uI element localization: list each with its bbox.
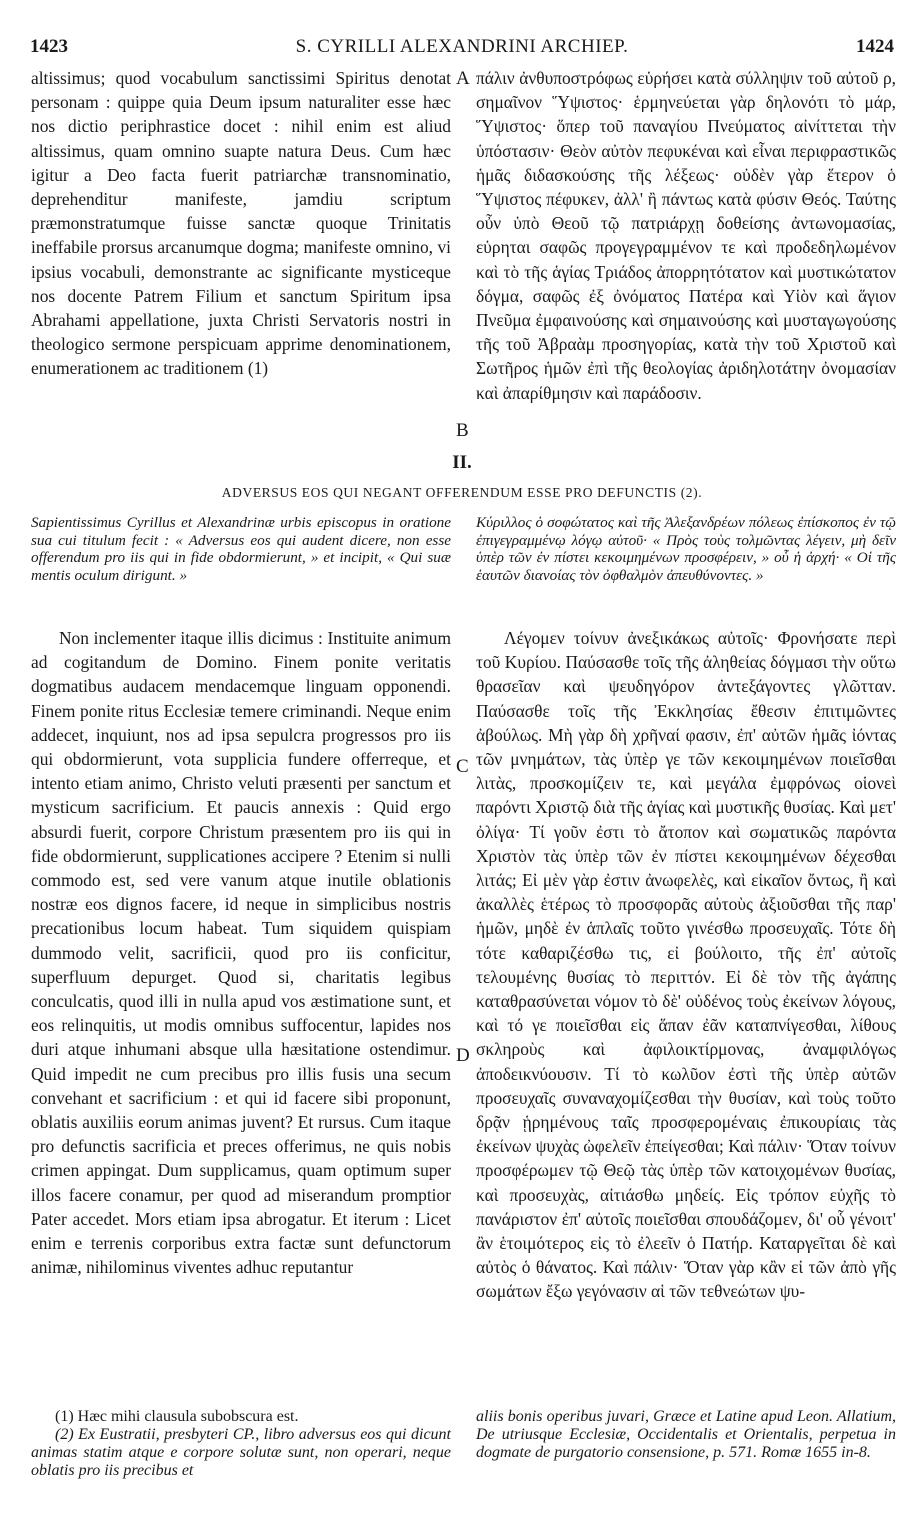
latin-column-part2 <box>31 626 451 1279</box>
margin-letter-c: C <box>456 756 469 777</box>
footnote-2: (2) Ex Eustratii, presbyteri CP., libro adversus eos qui dicunt animas statim atque e corpore solutæ sunt, non operari, neque oblatis pro iis precibus et <box>31 1426 451 1479</box>
page-number-left: 1423 <box>30 36 68 57</box>
greek-abstract: Κύριλλος ὁ σοφώτατος καὶ τῆς Ἀλεξανδρέων πόλεως ἐπίσκοπος ἐν τῷ ἐπιγεγραμμένῳ λόγῳ αὐτοῦ· « Πρὸς τοὺς τολμῶντας λέγειν, μὴ δεῖν ὑπὲρ τῶν ἐν πίστει κεκοιμημένων προσφέρειν, » οὗ ἡ ἀρχή· « Οἱ τῆς ἑαυτῶν διανοίας τὸν ὀφθαλμὸν ἀπευθύνοντες. » <box>476 514 896 584</box>
footnote-2-continued: aliis bonis operibus juvari, Græce et Latine apud Leon. Allatium, De utriusque Ecclesiæ, Occidentalis et Orientalis, perpetua in dogmate de purgatorio consensione, p. 571. Romæ 1655 in-8. <box>476 1408 896 1461</box>
latin-abstract: Sapientissimus Cyrillus et Alexandrinæ urbis episcopus in oratione sua cui titulum fecit : « Adversus eos qui audent dicere, non esse offerendum pro iis qui in fide obdormierunt, » et incipit, « Qui suæ mentis oculum dirigunt. » <box>31 514 451 584</box>
running-title: S. CYRILLI ALEXANDRINI ARCHIEP. <box>295 36 629 57</box>
section-number: II. <box>452 452 472 473</box>
margin-letter-a: A <box>456 68 470 89</box>
footnotes-left <box>31 1408 451 1480</box>
greek-paragraph: πάλιν ἀνθυποστρόφως εὑρήσει κατὰ σύλληψιν τοῦ αὐτοῦ ρ, σημαῖνον Ὕψιστος· ἑρμηνεύεται γὰρ δηλονότι τὸ μάρ, Ὕψιστος· ὅπερ τοῦ παναγίου Πνεύματος αἰνίττεται τὴν ὑπόστασιν· Θεὸν αὐτὸν πεφυκέναι καὶ εἶναι περιφραστικῶς ἡμᾶς διδασκούσης τῆς λέξεως· οὐδὲν γὰρ ἕτερον ὁ Ὕψιστος πέφυκεν, ἀλλ' ἢ πάντως κατὰ φύσιν Θεός. Ταύτης οὖν ὑπὸ Θεοῦ τῷ πατριάρχῃ δοθείσης ἀντωνομασίας, εὑρηται σαφῶς προγεγραμμένον τε καὶ προδεδηλωμένον καὶ τὸ τῆς ἁγίας Τριάδος ἀπορρητότατον καὶ μυστικώτατον δόγμα, σαφῶς ἐξ ὀνόματος Πατέρα καὶ Υἱὸν καὶ ἅγιον Πνεῦμα ἐμφαινούσης καὶ σημαινούσης καὶ μυσταγωγούσης τῆς τοῦ Ἀβραὰμ προσηγορίας, κατὰ τὴν τοῦ Χριστοῦ καὶ Σωτῆρος ἡμῶν ἐπὶ τῆς θεολογίας ἀριδηλοτάτην ὀνομασίαν καὶ ἀπαρίθμησιν καὶ παράδοσιν. <box>476 68 896 403</box>
greek-paragraph: Λέγομεν τοίνυν ἀνεξικάκως αὐτοῖς· Φρονήσατε περὶ τοῦ Κυρίου. Παύσασθε τοῖς τῆς ἀληθείας δόγμασι τὴν οὕτω θρασεῖαν καὶ ψευδηγόρον ἀντεξάγοντες γλῶτταν. Παύσασθε τοῖς τῆς Ἐκκλησίας ἔθεσιν ἐπιτιμῶντες ἀβούλως. Μὴ γὰρ δὴ χρῆναί φασιν, ἐπ' αὐτῶν ἡμᾶς ἰόντας τῶν μνημάτων, τὰς ὑπὲρ γε τῶν κεκοιμημένων ποιεῖσθαι λιτὰς, προσκομίζειν τε, καὶ μεγάλα ἐμφρόνως οἱονεὶ παρόντι Χριστῷ διὰ τῆς ἁγίας καὶ μυστικῆς θυσίας. Καὶ μετ' ὀλίγα· Τί γοῦν ἐστι τὸ ἄτοπον καὶ σωματικῶς παρόντα Χριστὸν τὰς ὑπὲρ τῶν ἐν πίστει κεκοιμημένων δέχεσθαι λιτάς; Εἰ μὲν γὰρ ἐστιν ἀνωφελὲς, καὶ εἰκαῖον ὄντως, ἢ καὶ ἀκαλλὲς ἑτέρως τὸ προσφορᾶς αὐτοὺς ἀξιοῦσθαι τῆς παρ' ἡμῶν, μηδὲ ἐν ἁπλαῖς τοῦτο γινέσθω προσευχαῖς. Τότε δὴ τότε καθαριζέσθω τις, εἰ βούλοιτο, τῆς ἐπ' αὐτοῖς τελουμένης θυσίας τὸ περιττόν. Εἰ δὲ τὸν τῆς ἀγάπης καταθρασύνεται νόμον τὸ δὲ' οὐδένος τοὺς ἐκείνων λόγους, καὶ τό γε ποιεῖσθαι εἰς ἅπαν ἐᾶν καταπνίγεσθαι, λίθους σκληροὺς καὶ ἀφιλοικτίρμονας, ἀναμφιλόγως ἀποδεικνύουσιν. Τί τὸ κωλῦον ἐστὶ τῆς ὑπὲρ αὐτῶν προσευχαῖς συναναχομίζεσθαι τὴν θυσίαν, καὶ τοὺς τοῦτο δρᾷν ᾑρημένους ταῖς προσφερομέναις ἐπικουρίαις τὰς ἐκείνων ψυχὰς ὠφελεῖν ἐπείγεσθαι; Καὶ πάλιν· Ὅταν τοίνυν προσφέρωμεν τῷ Θεῷ τὰς ὑπὲρ τῶν κατοιχομένων θυσίας, καὶ προσευχὰς, αἰτιάσθω μηδείς. Εἰς τρόπον εὐχῆς τὸ πανάριστον ἐπ' αὐτοῖς ποιεῖσθαι σπουδάζομεν, δι' οὗ γένοιτ' ἂν ἑτοιμότερος εἰς τὸ ἐλεεῖν ὁ Πατήρ. Καταργεῖται δὲ καὶ αὐτὸς ὁ θάνατος. Καὶ πάλιν· Ὅταν γὰρ κἂν εἰ τῶν ἀπὸ γῆς σωμάτων ἔξω γεγόνασιν αἱ τῶν τεθνεώτων ψυ- <box>476 628 896 1302</box>
section-title: ADVERSUS EOS QUI NEGANT OFFERENDUM ESSE PRO DEFUNCTIS (2). <box>221 485 703 500</box>
latin-column-part1 <box>31 66 451 381</box>
greek-column-part2 <box>476 626 896 1304</box>
footnote-1: (1) Hæc mihi clausula subobscura est. <box>55 1408 299 1425</box>
margin-letter-b: B <box>456 420 469 441</box>
margin-letter-d: D <box>456 1045 470 1066</box>
greek-column-part1 <box>476 66 896 405</box>
latin-paragraph: altissimus; quod vocabulum sanctissimi Spiritus denotat personam : quippe quia Deum ipsum naturaliter esse hæc nos dictio periphrastice docet : nihil enim est aliud altissimus, quam omnino suapte natura Deus. Cum hæc igitur a Deo facta fuerit patriarchæ transnominatio, deprehenditur manifeste, jamdiu scriptum præmonstratumque fuisse sanctæ quoque Trinitatis ineffabile prorsus arcanumque dogma; manifeste omnino, vi ipsius vocabuli, demonstrante ac significante mysticeque nos docente Patrem Filium et sanctum Spiritum ipsa Abrahami appellatione, juxta Christi Servatoris nostri in theologico sermone perspicuam apprime denominationem, enumerationem ac traditionem (1) <box>31 68 451 379</box>
page-number-right: 1424 <box>856 36 894 57</box>
latin-paragraph: Non inclementer itaque illis dicimus : Instituite animum ad cogitandum de Domino. Finem ponite veritatis dogmatibus audacem mendacemque linguam opponendi. Finem ponite ritus Ecclesiæ temere criminandi. Neque enim addecet, inquiunt, nos ad ipsa sepulcra progressos pro iis qui obdormierunt, vota supplicia fundere offerreque, et intento etiam animo, Christo veluti præsenti per sanctum et mysticum sacrificium. Et paucis annexis : Quid ergo absurdi fuerit, corpore Christum præsentem pro iis qui in fide obdormierunt, supplicationes accipere ? Etenim si nulli commodo est, sed vere vanum atque inutile oblationis nostræ eos dignos facere, id neque in simplicibus nostris precationibus locum habeat. Tum siquidem quispiam dummodo velit, sacrificii, quod pro iis conficitur, superfluum depurget. Quod si, charitatis legibus conculcatis, quod illi in nulla apud vos æstimatione sunt, et eos relinquitis, ut modis omnibus suffocentur, lapides nos duri atque inhumani absque ulla hæsitatione ostendimur. Quid impedit ne cum precibus pro illis fusis una secum convehant et sacrificium : et qui id facere sibi proponunt, oblatis auxiliis eorum animas juvent? Et rursus. Cum itaque pro defunctis sacrificia et preces offerimus, ne quis nobis crimen appingat. Dum supplicamus, quam optimum super illos facere conamur, per quod ad miserandum promptior Pater accedet. Mors etiam ipsa abrogatur. Et iterum : Licet enim e terrenis corporibus extra factæ sunt defunctorum animæ, nihilominus viventes adhuc reputantur <box>31 628 451 1278</box>
